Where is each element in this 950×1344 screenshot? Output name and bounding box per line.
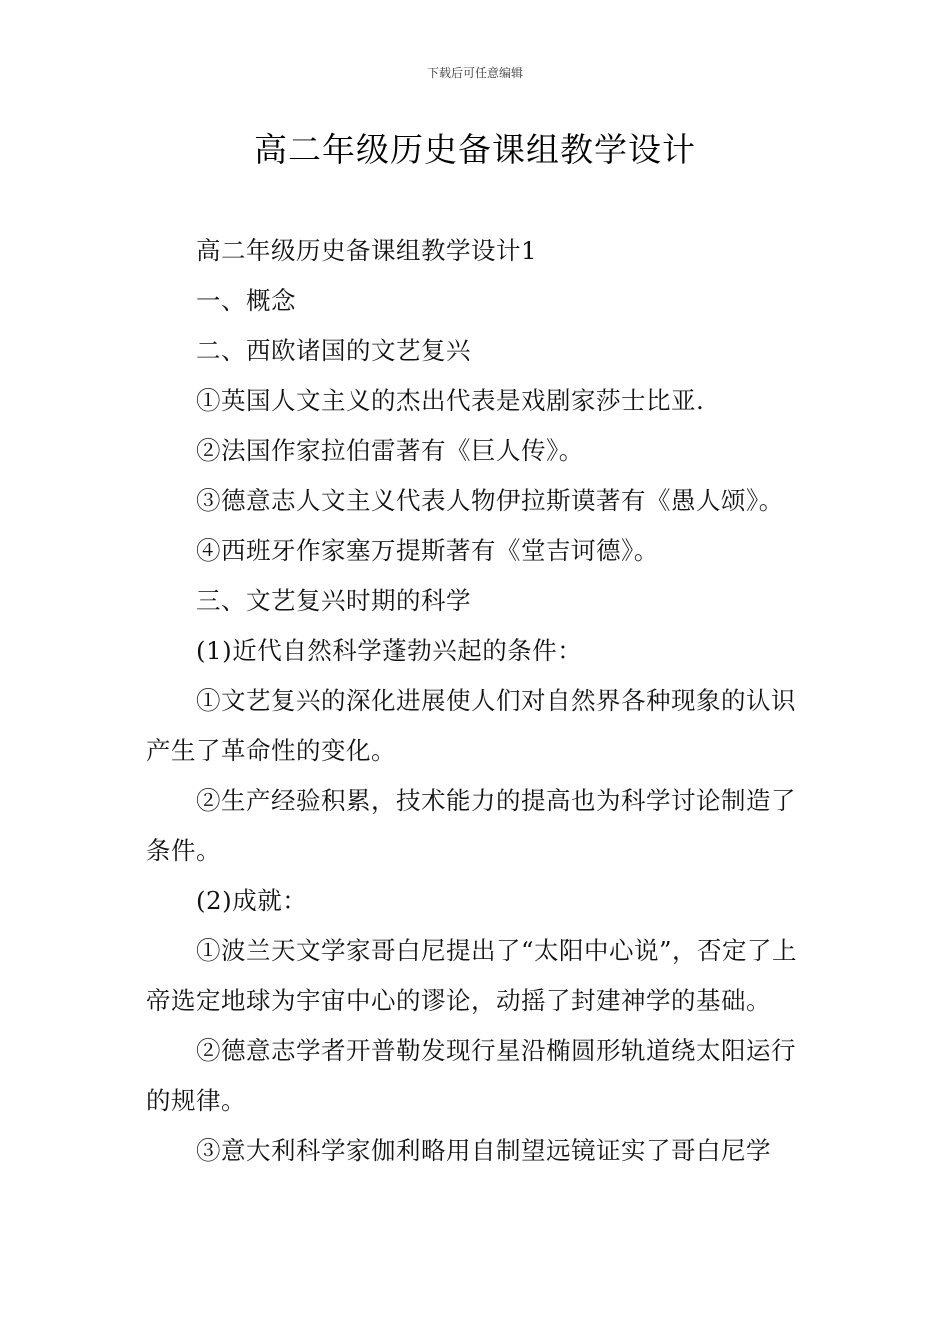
document-body (146, 226, 806, 1176)
paragraph-england: ①英国人文主义的杰出代表是戏剧家莎士比亚. (196, 386, 705, 415)
paragraph-condition-1: ①文艺复兴的深化进展使人们对自然界各种现象的认识产生了革命性的变化。 (146, 686, 796, 765)
paragraph-concept-heading: 一、概念 (196, 286, 296, 315)
paragraph-science-heading: 三、文艺复兴时期的科学 (196, 586, 471, 615)
document-title: 高二年级历史备课组教学设计 (254, 130, 696, 169)
paragraph-renaissance-heading: 二、西欧诸国的文艺复兴 (196, 336, 471, 365)
paragraph-achievements-heading: (2)成就： (196, 886, 308, 915)
header-note: 下载后可任意编辑 (426, 66, 523, 80)
paragraph-condition-2: ②生产经验积累，技术能力的提高也为科学讨论制造了条件。 (146, 786, 796, 865)
paragraph-france: ②法国作家拉伯雷著有《巨人传》。 (196, 436, 584, 465)
paragraph-kepler: ②德意志学者开普勒发现行星沿椭圆形轨道绕太阳运行的规律。 (146, 1036, 796, 1115)
paragraph-germany: ③德意志人文主义代表人物伊拉斯谟著有《愚人颂》。 (196, 486, 784, 515)
paragraph-conditions-heading: (1)近代自然科学蓬勃兴起的条件： (196, 636, 583, 665)
paragraph-galileo: ③意大利科学家伽利略用自制望远镜证实了哥白尼学 (196, 1136, 771, 1165)
paragraph-section-heading: 高二年级历史备课组教学设计1 (196, 236, 538, 265)
paragraph-copernicus: ①波兰天文学家哥白尼提出了“太阳中心说”，否定了上帝选定地球为宇宙中心的谬论，动摇了封建神学的基础。 (146, 936, 798, 1015)
paragraph-spain: ④西班牙作家塞万提斯著有《堂吉诃德》。 (196, 536, 659, 565)
